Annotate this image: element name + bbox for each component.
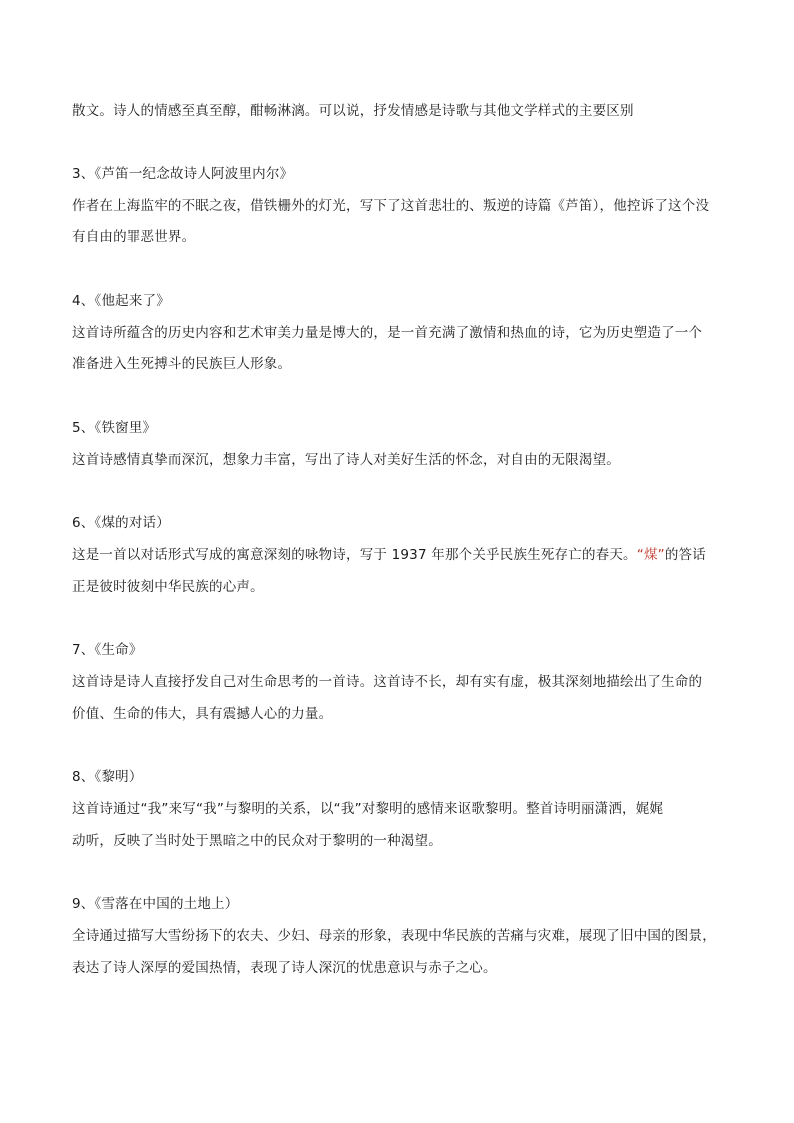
- section-6-heading: 6、《煤的对话）: [72, 515, 170, 531]
- section-3-heading: 3、《芦笛一纪念故诗人阿波里内尔》: [72, 166, 294, 182]
- section-6-line-1-tail: 的答话: [664, 547, 706, 563]
- intro-line: 散文。诗人的情感至真至醇，酣畅淋漓。可以说，抒发情感是诗歌与其他文学样式的主要区别: [72, 103, 634, 119]
- section-9-heading: 9、《雪落在中国的土地上）: [72, 896, 239, 912]
- section-8-line-2: 动听，反映了当时处于黑暗之中的民众对于黎明的一种渴望。: [72, 833, 442, 849]
- section-4-line-1: 这首诗所蕴含的历史内容和艺术审美力量是博大的，是一首充满了激情和热血的诗，它为历史塑造了一个: [72, 325, 703, 341]
- section-7-heading: 7、《生命》: [72, 642, 143, 658]
- section-3-line-2: 有自由的罪恶世界。: [72, 229, 196, 245]
- section-8-heading: 8、《黎明）: [72, 769, 143, 785]
- section-6-line-1: [72, 545, 732, 565]
- section-6-line-1-text: 这是一首以对话形式写成的寓意深刻的咏物诗，写于 1937 年那个关乎民族生死存亡的春天。: [72, 547, 637, 563]
- section-9-line-1: 全诗通过描写大雪纷扬下的农夫、少妇、母亲的形象，表现中华民族的苦痛与灾难，展现了旧中国的图景，: [72, 928, 716, 944]
- section-4-heading: 4、《他起来了》: [72, 293, 170, 309]
- coal-quote-highlight: “煤”: [636, 547, 665, 563]
- section-7-line-2: 价值、生命的伟大，具有震撼人心的力量。: [72, 706, 333, 722]
- section-4-line-2: 准备进入生死搏斗的民族巨人形象。: [72, 356, 292, 372]
- section-5-line-1: 这首诗感情真挚而深沉，想象力丰富，写出了诗人对美好生活的怀念，对自由的无限渴望。: [72, 452, 620, 468]
- section-5-heading: 5、《铁窗里》: [72, 420, 157, 436]
- section-8-line-1: 这首诗通过“我”来写“我”与黎明的关系，以“我”对黎明的感情来讴歌黎明。整首诗明丽潇洒，娓娓: [72, 801, 664, 817]
- section-7-line-1: 这首诗是诗人直接抒发自己对生命思考的一首诗。这首诗不长，却有实有虚，极其深刻地描绘出了生命的: [72, 674, 703, 690]
- section-3-line-1: 作者在上海监牢的不眠之夜，借铁栅外的灯光，写下了这首悲壮的、叛逆的诗篇《芦笛），他控诉了这个没: [72, 198, 710, 214]
- section-6-line-2: 正是彼时彼刻中华民族的心声。: [72, 579, 264, 595]
- section-9-line-2: 表达了诗人深厚的爱国热情，表现了诗人深沉的忧患意识与赤子之心。: [72, 960, 497, 976]
